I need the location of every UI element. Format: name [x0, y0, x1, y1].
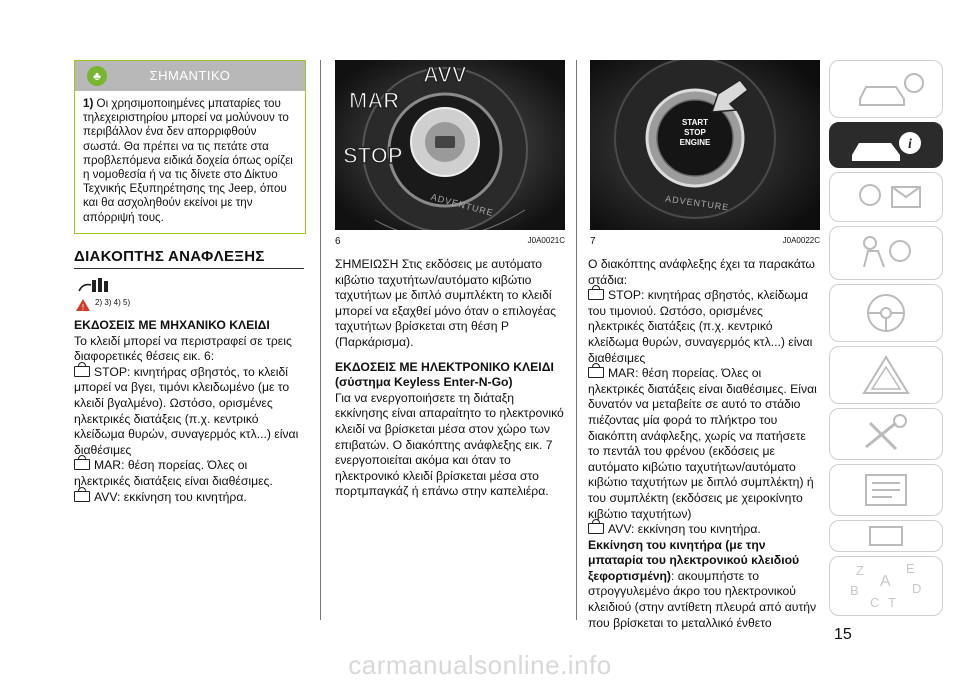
mar-text: MAR: θέση πορείας. Όλες οι ηλεκτρικές διατάξεις είναι διαθέσιμες. Είναι δυνατόν να μεταβείτε σε αυτό το στάδιο πιέζοντας μία φορά το πλήκτρο του διακόπτη ανάφλεξης, χωρίς να πατήσετε το πεντάλ του φρένου (εκδόσεις με αυτόματο κιβώτιο ταχυτήτων/αυτόματο κιβώτιο ταχυτήτων με διπλό συμπλέκτη) ή του συμπλέκτη (εκδόσεις με χειροκίνητο κιβώτιο ταχυτήτων)	[588, 366, 817, 521]
index-letter: T	[888, 595, 896, 610]
tab-warning-lights[interactable]	[829, 172, 943, 222]
key-bullet-icon	[74, 459, 90, 470]
avv-text: AVV: εκκίνηση του κινητήρα.	[94, 489, 247, 504]
column-3	[588, 257, 820, 631]
avv-text: AVV: εκκίνηση του κινητήρα.	[608, 522, 761, 537]
column-divider	[320, 60, 321, 620]
button-engine-text: ENGINE	[679, 138, 711, 147]
label-mar: MAR	[349, 88, 400, 113]
figure-number: 6	[335, 236, 341, 247]
tab-safety[interactable]	[829, 226, 943, 280]
figure-6-caption	[335, 236, 565, 248]
index-letter: A	[880, 573, 891, 590]
subheading-electronic-key: ΕΚΔΟΣΕΙΣ ΜΕ ΗΛΕΚΤΡΟΝΙΚΟ ΚΛΕΙΔΙ (σύστημα Keyless Enter-N-Go)	[335, 359, 554, 390]
watermark: carmanualsonline.info	[348, 650, 612, 680]
figure-code: J0A0021C	[527, 236, 565, 245]
stop-item	[74, 365, 304, 459]
key-bullet-icon	[74, 366, 90, 377]
label-stop: STOP	[343, 143, 403, 168]
steering-wheel-icon	[830, 285, 942, 341]
index-letter: C	[870, 595, 880, 610]
important-note-box	[74, 60, 306, 234]
technical-data-icon	[830, 465, 942, 515]
stop-text: STOP: κινητήρας σβηστός, κλείδωμα του τιμονιού. Ωστόσο, ορισμένες ηλεκτρικές διατάξεις (π.χ. κεντρικό κλείδωμα θυρών, συναγερμός κτλ...) είναι διαθέσιμες	[588, 288, 813, 365]
tab-technical-data[interactable]	[829, 464, 943, 516]
button-start-text: START	[681, 118, 709, 127]
index-letter: Z	[856, 563, 864, 578]
flat-battery-start	[588, 538, 820, 632]
page-number: 15	[834, 626, 852, 643]
tab-emergency[interactable]	[829, 346, 943, 404]
note-text: Οι χρησιμοποιημένες μπαταρίες του τηλεχειριστηρίου μπορεί να μολύνουν το περιβάλλον ένα δεν απορριφθούν σωστά. Θα πρέπει να τις πετάτε στα προβλεπόμενα ειδικά δοχεία όπως ορίζει η νομοθεσία ή να τις δίνετε στο Δίκτυο Τεχνικής Εξυπηρέτησης της Jeep, όπου και θα ασχοληθούν εκείνοι με την απόρριψή τους.	[83, 97, 293, 224]
key-bullet-icon	[588, 523, 604, 534]
ignition-key-icon	[76, 275, 116, 297]
stop-item	[588, 288, 820, 366]
stages-intro: Ο διακόπτης ανάφλεξης έχει τα παρακάτω στάδια:	[588, 257, 815, 287]
tab-starting-driving[interactable]	[829, 284, 943, 342]
figure-number: 7	[590, 236, 596, 247]
mar-item	[74, 458, 304, 489]
stop-text: STOP: κινητήρας σβηστός, το κλειδί μπορεί να βγει, τιμόνι κλειδωμένο (με το κλειδί βγαλμένο). Ωστόσο, ορισμένες ηλεκτρικές διατάξεις (π.χ. κεντρικό κλείδωμα θυρών, συναγερμός κτλ...) είναι διαθέσιμες	[74, 364, 299, 457]
subheading-mechanical-key: ΕΚΔΟΣΕΙΣ ΜΕ ΜΗΧΑΝΙΚΟ ΚΛΕΙΔΙ	[74, 318, 270, 332]
emergency-triangle-icon	[830, 347, 942, 403]
svg-text:!: !	[81, 303, 85, 311]
key-bullet-icon	[588, 289, 604, 300]
keyless-body: Για να ενεργοποιήσετε τη διάταξη εκκίνησης είναι απαραίτητο το ηλεκτρονικό κλειδί να βρίσκεται μέσα στον χώρο των επιβατών. Ο διακόπτης ανάφλεξης εικ. 7 ενεργοποιείται ακόμα και όταν το ηλεκτρονικό κλειδί βρίσκεται μέσα στο πορτμπαγκάζ ή επάνω στην καπελιέρα.	[335, 390, 564, 499]
flat-battery-text: : ακουμπήστε το στρογγυλεμένο άκρο του ηλεκτρονικού κλειδιού (στην αντίθετη πλευρά από αυτήν που βρίσκεται το μεταλλικό ένθετο	[588, 568, 817, 630]
section-title: ΔΙΑΚΟΠΤΗΣ ΑΝΑΦΛΕΞΗΣ	[74, 248, 304, 269]
tab-maintenance[interactable]	[829, 408, 943, 460]
ring-label: ADVENTURE	[664, 193, 730, 213]
button-stop-text: STOP	[684, 128, 706, 137]
figure-6-ignition-photo	[335, 60, 565, 230]
flat-battery-heading: Εκκίνηση του κινητήρα (με την μπαταρία του ηλεκτρονικού κλειδιού ξεφορτισμένη)	[588, 537, 800, 583]
mar-item	[588, 366, 820, 522]
index-letters-icon	[830, 557, 942, 615]
svg-text:i: i	[908, 137, 912, 152]
key-bullet-icon	[74, 491, 90, 502]
tab-overview[interactable]	[829, 60, 943, 118]
tab-getting-to-know-car[interactable]	[829, 122, 943, 168]
note-header	[75, 61, 305, 91]
note-body	[75, 91, 305, 233]
ring-label: ADVENTURE	[429, 191, 495, 219]
index-letter: D	[912, 581, 922, 596]
maintenance-tools-icon	[830, 409, 942, 459]
automatic-note: ΣΗΜΕΙΩΣΗ Στις εκδόσεις με αυτόματο κιβώτιο ταχυτήτων/αυτόματο κιβώτιο ταχυτήτων με διπλό συμπλέκτη το κλειδί μπορεί να εξαχθεί μόνο όταν ο επιλογέας ταχυτήτων βρίσκεται στη θέση P (Παρκάρισμα).	[335, 257, 557, 349]
note-number: 1)	[83, 97, 94, 110]
tab-multimedia[interactable]	[829, 520, 943, 552]
index-letter: E	[906, 561, 915, 576]
warning-lights-icon	[830, 173, 942, 221]
figure-7-start-button-photo	[590, 60, 820, 230]
key-bullet-icon	[588, 367, 604, 378]
figure-code: J0A0022C	[782, 236, 820, 245]
recycle-leaf-icon: ♣	[87, 66, 107, 86]
car-info-icon	[830, 123, 942, 167]
column-1	[74, 318, 304, 505]
warning-refs: 2) 3) 4) 5)	[95, 298, 131, 307]
avv-item	[588, 522, 820, 538]
index-letter: B	[850, 583, 859, 598]
warning-triangle-icon	[76, 298, 90, 310]
multimedia-icon	[830, 521, 942, 551]
safety-airbag-icon	[830, 227, 942, 279]
intro-text: Το κλειδί μπορεί να περιστραφεί σε τρεις διαφορετικές θέσεις εικ. 6:	[74, 333, 292, 364]
note-heading: ΣΗΜΑΝΤΙΚΟ	[149, 68, 231, 83]
label-avv: AVV	[423, 62, 467, 87]
mar-text: MAR: θέση πορείας. Όλες οι ηλεκτρικές διατάξεις είναι διαθέσιμες.	[74, 458, 273, 488]
column-divider	[576, 60, 577, 620]
column-2	[335, 257, 565, 500]
avv-item	[74, 490, 304, 506]
car-info-icon	[830, 61, 942, 117]
tab-index[interactable]	[829, 556, 943, 616]
figure-7-caption	[590, 236, 820, 248]
start-stop-button-label	[672, 118, 718, 148]
